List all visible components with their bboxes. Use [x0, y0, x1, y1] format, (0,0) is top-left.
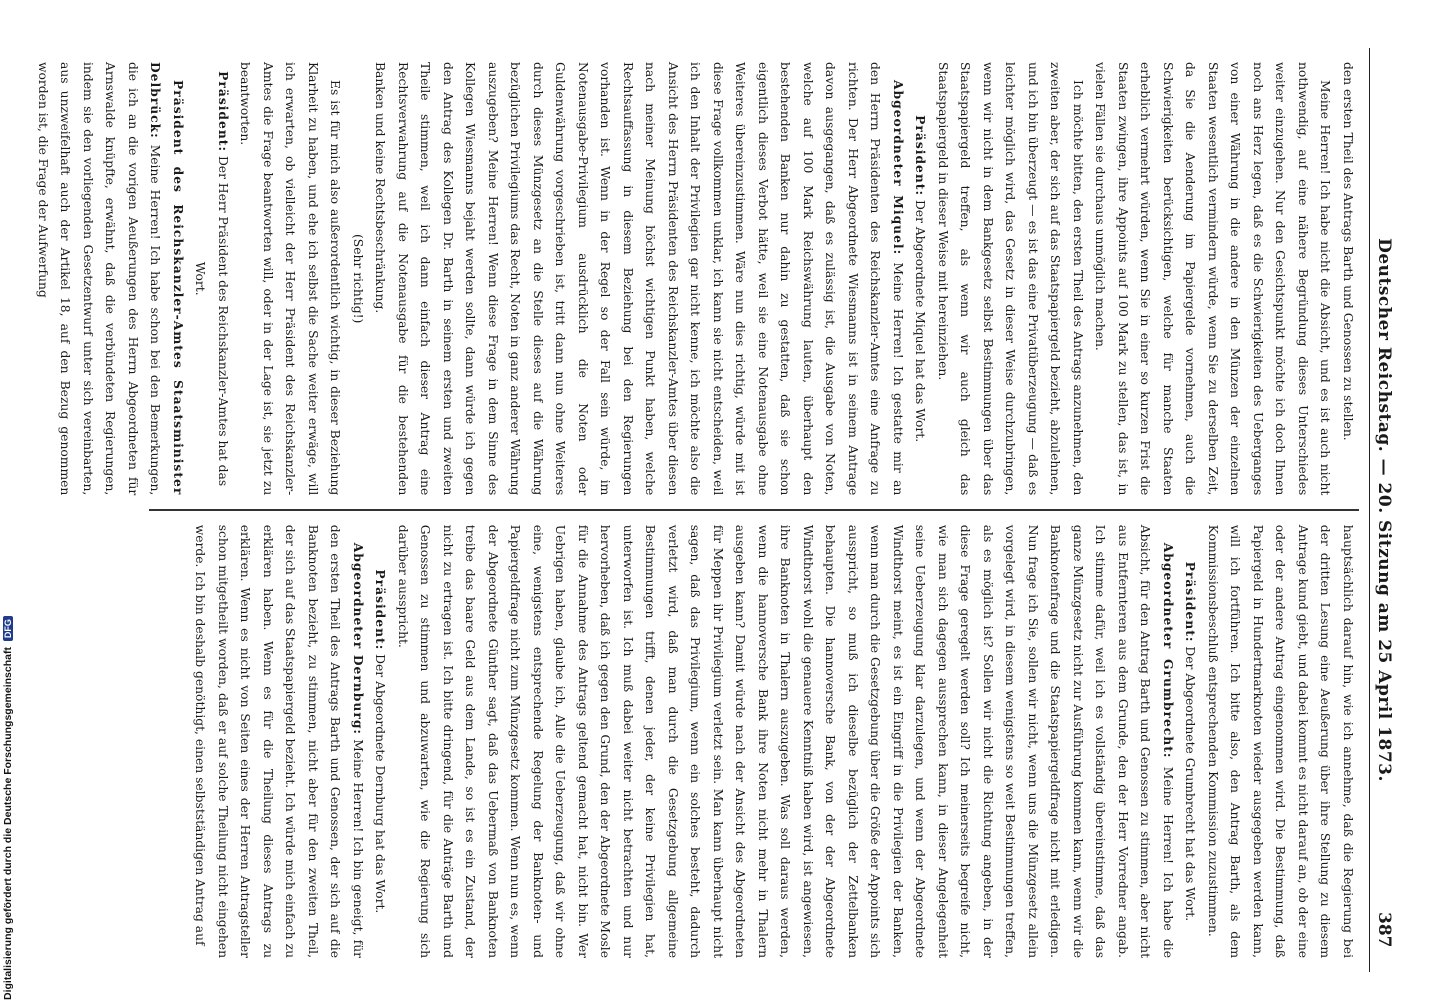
speech-text: Meine Herren! Ich habe die Absicht, für den Antrag Barth und Genossen zu stimmen, aber nicht aus Entfernteren aus dem Grunde, den der Herr Vorredner angab. Ich stimme dafür, weil ich es vollständig übereinstimme, daß das ganze Münzgesetz nicht zur Ausführung kommen kann, wenn wir die Banknotenfrage und die Staatspapiergeldfrage nicht mit erledigen. Nun frage ich Sie, sollen wir nicht, wenn uns die Münzgesetz allein vorgelegt wird, in diesem wenigstens so weit Bestimmungen treffen, als es möglich ist? Sollen wir nicht die Richtung angeben, in der diese Frage geregelt werden soll? Ich meinerseits begreife nicht, wie man sich dagegen aussprechen kann, in dieser Angelegenheit seine Ueberzeugung klar darzulegen, und wenn der Abgeordnete Windthorst meint, es ist ein Eingriff in die Privilegien der Banken, wenn man durch die Gesetzgebung über die Größe der Appoints sich ausspricht, so muß ich dieselbe bezüglich der Zettelbanken behaupten. Die hannoversche Bank, von der der Abgeordnete Windthorst wohl die genauere Kenntniß haben wird, ist angewiesen, ihre Banknoten in Thalern auszugeben. Was soll daraus werden, wenn die hannoversche Bank ihre Noten nicht mehr in Thalern ausgeben kann? Damit würde nach der Ansicht des Abgeordneten für Meppen ihr Privilegium verletzt sein. Man kann überhaupt nicht sagen, daß das Privilegium, wenn ein solches besteht, dadurch verletzt wird, daß man durch die Gesetzgebung allgemeine Bestimmungen trifft, denen jeder, der keine Privilegien hat, unterworfen ist. Ich muß dabei weiter nicht betrachten und nur hervorheben, daß ich gegen den Grund, den der Abgeordnete Mosle für die Annahme des Antrags geltend gemacht hat, nicht bin. Wer Uebrigen haben, glaube ich, Alle die Ueberzeugung, daß wir ohne eine, wenigstens entsprechende Regelung der Banknoten- und Papiergeldfrage nicht zum Münzgesetz kommen. Wenn nun es, wenn der Abgeordnete Günther sagt, daß das Uebermaß von Banknoten treibe das baare Geld aus dem Lande, so ist es ein Zustand, der nicht zu ertragen ist. Ich bitte dringend, für die Anträge Barth und Genossen zu stimmen und abzuwarten, wie die Regierung sich darüber ausspricht.: [396, 524, 1175, 959]
paragraph: den ersten Theil des Antrags Barth und Genossen zu stellen.: [1341, 62, 1355, 441]
speech-text: Der Herr Präsident des Reichskanzler-Amtes hat das Wort.: [193, 155, 230, 487]
left-column: [36, 48, 1359, 509]
speech-text: Der Abgeordnete Grumbrecht hat das Wort.: [1183, 646, 1198, 922]
dfg-logo: DFG: [3, 616, 13, 641]
speech-paragraph: [32, 62, 190, 495]
speaker-name: Abgeordneter Dernburg:: [351, 542, 366, 735]
speech-text: Meine Herren! Ich habe schon bei den Bemerkungen, die ich an die vorigen Aeußerungen des Herrn Abgeordneten für Arnswalde knüpfte, erwähnt, daß die verbündeten Regierungen, indem sie den vorliegenden Gesetzentwurf unter sich vereinbarten, aus unzweifelhaft auch der Artikel 18, auf den Bezug genommen worden ist, die Frage der Aufwerfung: [36, 62, 163, 496]
right-column: [149, 511, 1359, 972]
speech-text: Der Abgeordnete Miquel hat das Wort.: [913, 199, 928, 443]
speaker-name: Präsident:: [373, 569, 389, 651]
header-title: Deutscher Reichstag. — 20. Sitzung am 25 April 1873.: [1374, 238, 1394, 782]
paragraph: Meine Herren! Ich habe nicht die Absicht, und es ist auch nicht nothwendig, auf eine nähere Begründung dieses Unterschiedes weiter einzugehen. Nur den Gesichtspunkt möchte ich doch Ihnen noch ans Herz legen, daß es die Schwierigkeiten des Ueberganges von einer Währung in die andere in den Münzen der einzelnen Staaten wesentlich vermindern würde, wenn Sie zu derselben Zeit, da Sie die Aenderung im Papiergelde vornehmen, auch die Schwierigkeiten berücksichtigen, welche für manche Staaten erheblich vermehrt würden, wenn Sie in einer so kurzen Frist die Staaten zwingen, ihre Appoints auf 100 Mark zu stellen, das ist, in vielen Fällen sie durchaus unmöglich machen.: [1093, 62, 1333, 496]
paragraph: Ich möchte bitten, den ersten Theil des Antrags anzunehmen, den zweiten aber, der sich auf das Staatspapiergeld bezieht, abzulehnen, und ich bin überzeugt — es ist das eine Privatüberzeugung — daß es leichter möglich wird, das Gesetz in dieser Weise durchzubringen, wenn wir nicht in dem Bankgesetz selbst Bestimmungen über das Staatspapiergeld treffen, als wenn wir auch gleich das Staatspapiergeld in dieser Weise mit hereinziehen.: [936, 62, 1085, 496]
speaker-name: Abgeordneter Miquel:: [891, 80, 906, 256]
page-number: 387: [1374, 912, 1394, 948]
speaker-name: Abgeordneter Grumbrecht:: [1161, 542, 1176, 759]
speech-paragraph: [189, 525, 369, 958]
speech-text: Meine Herren! Ich gestatte mir an den Herrn Präsidenten des Reichskanzler-Amtes eine Anfrage zu richten. Der Herr Abgeordnete Wiesmanns ist in seinem Antrage davon ausgegangen, daß es zulässig ist, die Ausgabe von Noten, welche auf 100 Mark Reichswährung lauten, überhaupt den bestehenden Banken nur dahin zu gestatten, daß sie schon eigentlich dieses Verbot hätte, weil sie eine Notenausgabe ohne Weiteres übereinzustimmen. Wäre nun dies richtig, würde mit ist diese Frage vollkommen unklar, ich kann sie nicht entscheiden, weil ich den Inhalt der Privilegien gar nicht kenne, ich möchte also die Ansicht des Herrn Präsidenten des Reichskanzler-Amtes über diesen nach meiner Meinung höchst wichtigen Punkt haben, welche Rechtsauffassung in diesem Beziehung bei den Regierungen vorhanden ist. Wenn in der Regel so der Fall sein würde, im Notenausgabe-Privilegium ausdrücklich die Noten oder Guldenwährung vorgeschrieben ist, tritt dann nun ohne Weiteres durch dieses Münzgesetz an die Stelle dieses auf die Währung bezüglichen Privilegiums das Recht, Noten in ganz anderer Währung auszugeben? Meine Herren! Wenn diese Frage in dem Sinne des Kollegen Wiesmanns bejaht werden sollte, dann würde ich gegen den Antrag des Kollegen Dr. Barth in seinem ersten und zweiten Theile stimmen, weil ich dann einfach dieser Antrag eine Rechtsverwahrung auf die Notenausgabe für die bestehenden Banken und keine Rechtsbeschränkung.: [373, 62, 905, 496]
speaker-name: Präsident:: [1183, 561, 1199, 643]
dfg-credit: [2, 616, 14, 1000]
speech-text: Der Abgeordnete Dernburg hat das Wort.: [373, 654, 388, 914]
interjection: (Sehr richtig!): [351, 234, 365, 324]
speaker-name: Präsident:: [216, 71, 231, 153]
paragraph: Es ist für mich also außerordentlich wichtig, in dieser Beziehung Klarheit zu haben, und ehe ich selbst die Sache weiter erwäge, will ich erwarten, ob vielleicht der Herr Präsident des Reichskanzler-Amtes die Frage beantworten will, oder in der Lage ist, sie jetzt zu beantworten.: [238, 62, 343, 496]
speaker-announcement: [909, 62, 932, 495]
speech-paragraph: [392, 525, 1180, 958]
speech-paragraph: [369, 62, 909, 495]
speaker-announcement: [189, 62, 234, 495]
speaker-announcement: [369, 525, 392, 958]
speaker-name: Präsident des Reichskanzler-Amtes Staatsminister Delbrück:: [148, 62, 186, 496]
text-columns: [36, 48, 1359, 972]
paragraph: hauptsächlich darauf hin, wie ich annehme, daß die Regierung bei der dritten Lesung eine Aeußerung über ihre Stellung zu diesem Antrage kund giebt, und dabei kommt es nicht darauf an, ob der eine oder der andere Antrag eingenommen wird. Die Bestimmung, daß Papiergeld in Hundertmarknoten wieder ausgegeben werden kann, will ich fortführen. Ich bitte also, den Antrag Barth, als dem Kommissionsbeschluß entsprechenden Kommission zuzustimmen.: [1206, 524, 1355, 959]
page-header: [1369, 48, 1394, 972]
speaker-name: Präsident:: [913, 115, 929, 197]
speech-text: Meine Herren! Ich bin geneigt, für den ersten Theil des Antrags Barth und Genossen, der sich auf die Banknoten bezieht, zu stimmen, nicht aber für den zweiten Theil, der sich auf das Staatspapiergeld bezieht. Ich würde mich einfach zu erklären haben. Wenn es für die Theilung dieses Antrags zu erklären. Wenn es nicht von Seiten eines der Herren Antragsteller schon mitgetheilt worden, daß er auf solche Theilung nicht eingehen werde. Ich bin deshalb genöthigt, einen selbstständigen Antrag auf: [193, 524, 365, 959]
dfg-credit-text: Digitalisierung gefördert durch die Deutsche Forschungsgemeinschaft: [2, 647, 14, 1000]
rotated-page: [36, 20, 1408, 1000]
speaker-announcement: [1179, 525, 1202, 958]
